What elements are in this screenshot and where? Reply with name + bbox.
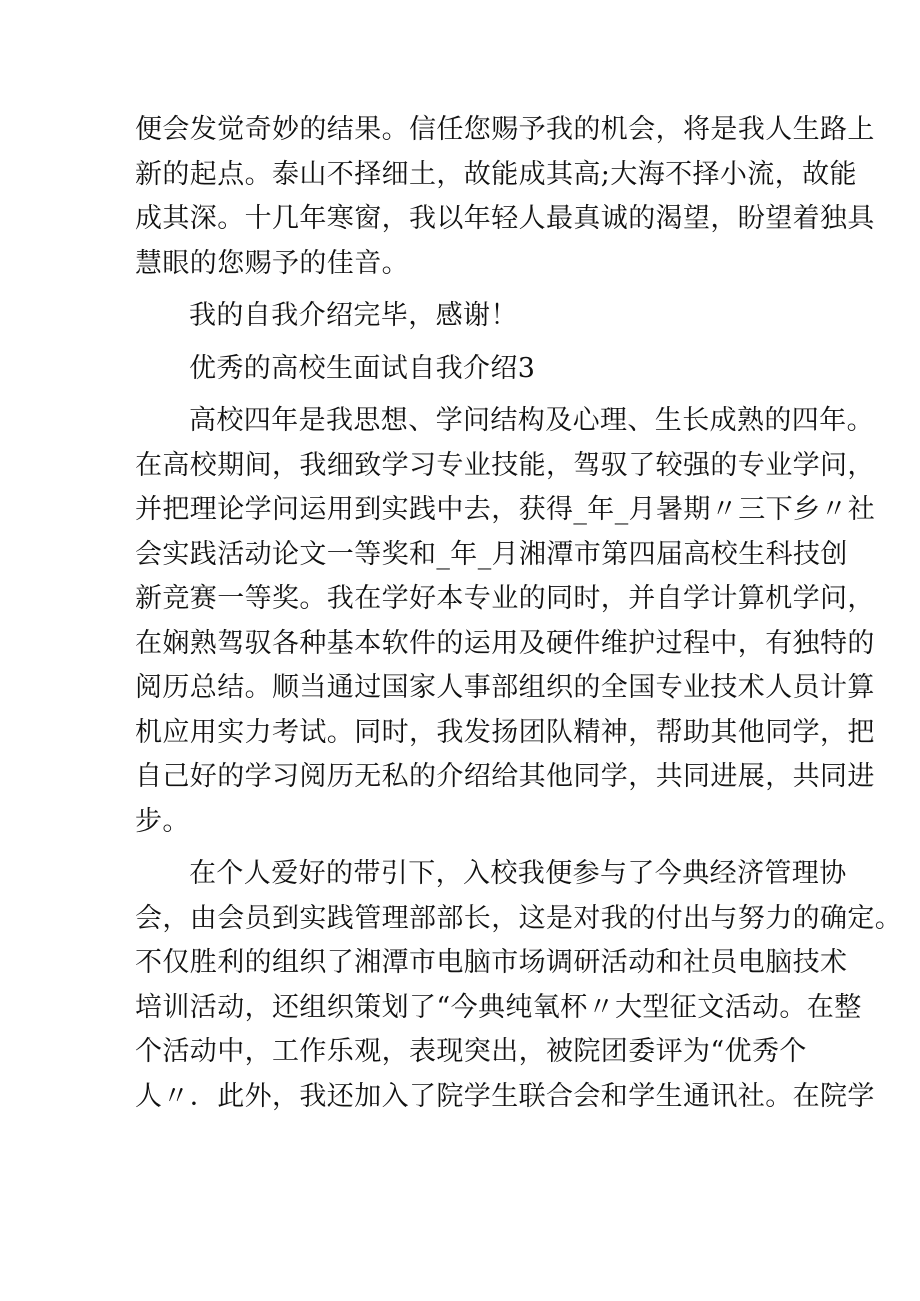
text-line: 人〃．此外，我还加入了院学生联合会和学生通讯社。在院学 <box>135 1080 875 1112</box>
text-line: 不仅胜利的组织了湘潭市电脑市场调研活动和社员电脑技术 <box>135 947 848 978</box>
text-line: 个活动中，工作乐观，表现突出，被院团委评为“优秀个 <box>135 1036 807 1067</box>
text-line: 阅历总结。顺当通过国家人事部组织的全国专业技术人员计算 <box>135 672 875 703</box>
text-line: 慧眼的您赐予的佳音。 <box>135 247 409 279</box>
text-line: 培训活动，还组织策划了“今典纯氧杯〃大型征文活动。在整 <box>135 991 862 1023</box>
text-line: 步。 <box>135 805 190 837</box>
heading-text: 优秀的高校生面试自我介绍3 <box>189 352 536 384</box>
text-line: 便会发觉奇妙的结果。信任您赐予我的机会，将是我人生路上 <box>135 114 875 145</box>
text-line: 在高校期间，我细致学习专业技能，驾驭了较强的专业学问， <box>135 449 875 481</box>
closing-paragraph <box>135 294 797 339</box>
document-body <box>135 108 903 1119</box>
text-line: 在娴熟驾驭各种基本软件的运用及硬件维护过程中，有独特的 <box>135 627 875 659</box>
text-line: 并把理论学问运用到实践中去，获得_年_月暑期〃三下乡〃社 <box>135 494 876 525</box>
text-line: 高校四年是我思想、学问结构及心理、生长成熟的四年。 <box>189 405 874 436</box>
text-line: 新的起点。泰山不择细土，故能成其高;大海不择小流，故能 <box>135 158 857 190</box>
text-line: 机应用实力考试。同时，我发扬团队精神，帮助其他同学，把 <box>135 716 875 748</box>
text-line: 我的自我介绍完毕，感谢！ <box>189 300 518 331</box>
text-line: 新竞赛一等奖。我在学好本专业的同时，并自学计算机学问， <box>135 583 875 614</box>
paragraph <box>135 108 875 286</box>
paragraph <box>135 852 903 1119</box>
text-line: 会，由会员到实践管理部部长，这是对我的付出与努力的确定。 <box>135 902 903 934</box>
text-line: 自己好的学习阅历无私的介绍给其他同学，共同进展，共同进 <box>135 761 875 792</box>
section-heading <box>135 347 797 392</box>
text-line: 在个人爱好的带引下，入校我便参与了今典经济管理协 <box>189 858 847 889</box>
paragraph <box>135 399 876 844</box>
text-line: 成其深。十几年寒窗，我以年轻人最真诚的渴望，盼望着独具 <box>135 203 875 234</box>
text-line: 会实践活动论文一等奖和_年_月湘潭市第四届高校生科技创 <box>135 538 848 570</box>
